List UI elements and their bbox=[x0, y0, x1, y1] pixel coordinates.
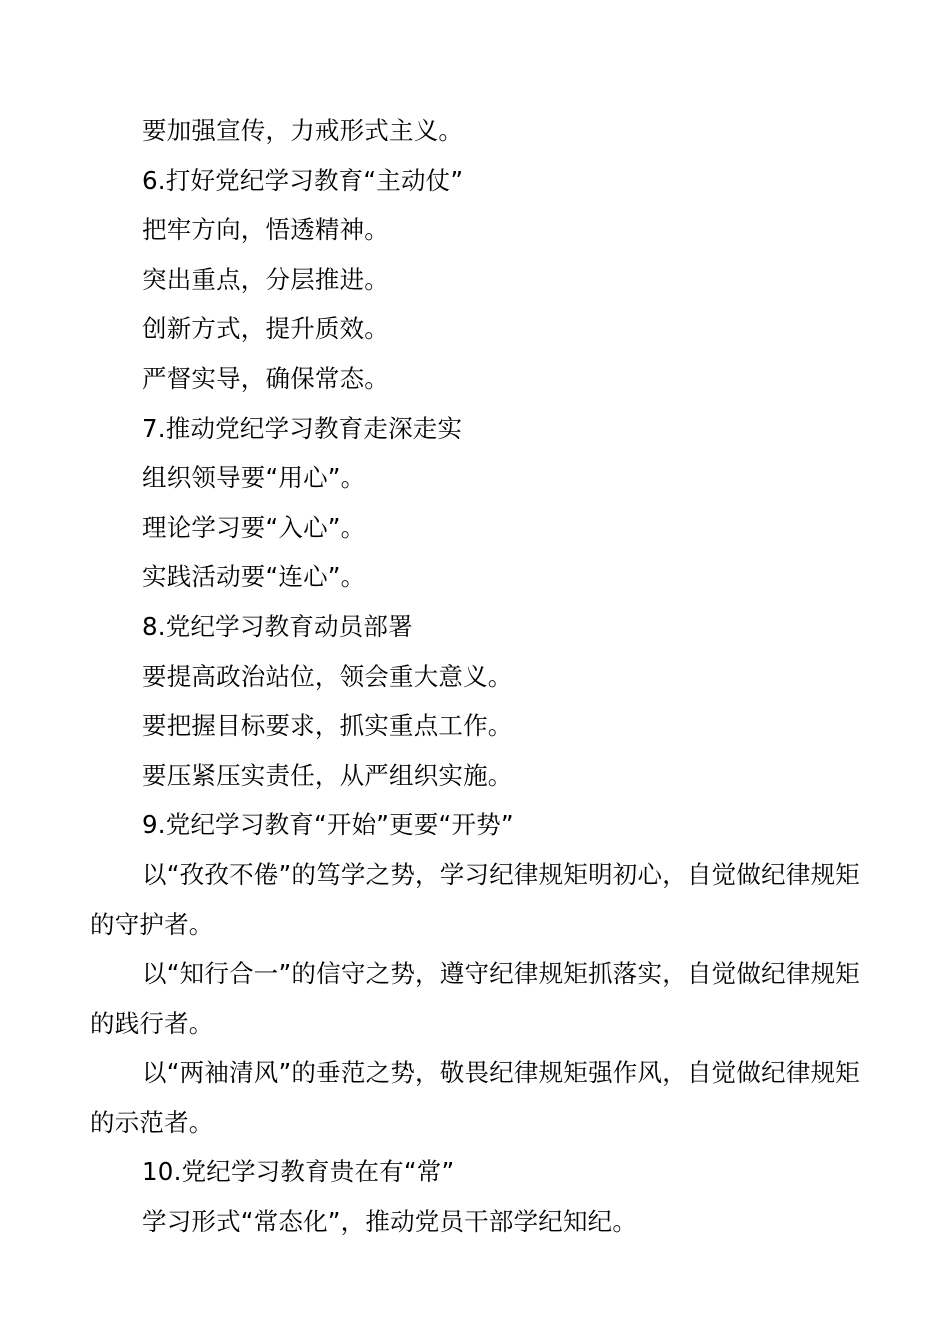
paragraph: 要压紧压实责任，从严组织实施。 bbox=[142, 760, 513, 790]
paragraph: 创新方式，提升质效。 bbox=[142, 314, 389, 344]
section-heading-6: 6.打好党纪学习教育“主动仗” bbox=[142, 165, 464, 195]
paragraph: 要提高政治站位，领会重大意义。 bbox=[142, 661, 513, 691]
paragraph: 以“知行合一”的信守之势，遵守纪律规矩抓落实，自觉做纪律规矩的践行者。 bbox=[90, 959, 860, 1038]
section-heading-7: 7.推动党纪学习教育走深走实 bbox=[142, 413, 463, 443]
section-heading-8: 8.党纪学习教育动员部署 bbox=[142, 611, 413, 641]
paragraph: 要加强宣传，力戒形式主义。 bbox=[142, 116, 464, 145]
section-heading-10: 10.党纪学习教育贵在有“常” bbox=[142, 1157, 455, 1187]
paragraph: 把牢方向，悟透精神。 bbox=[142, 215, 389, 245]
paragraph: 学习形式“常态化”，推动党员干部学纪知纪。 bbox=[142, 1207, 638, 1237]
paragraph: 组织领导要“用心”。 bbox=[142, 463, 366, 493]
paragraph: 要把握目标要求，抓实重点工作。 bbox=[142, 711, 513, 741]
paragraph: 严督实导，确保常态。 bbox=[142, 363, 389, 393]
paragraph: 实践活动要“连心”。 bbox=[142, 562, 366, 592]
paragraph: 以“两袖清风”的垂范之势，敬畏纪律规矩强作风，自觉做纪律规矩的示范者。 bbox=[90, 1058, 860, 1137]
section-heading-9: 9.党纪学习教育“开始”更要“开势” bbox=[142, 810, 514, 840]
paragraph: 理论学习要“入心”。 bbox=[142, 512, 366, 542]
paragraph: 突出重点，分层推进。 bbox=[142, 264, 389, 294]
paragraph: 以“孜孜不倦”的笃学之势，学习纪律规矩明初心，自觉做纪律规矩的守护者。 bbox=[90, 859, 860, 939]
document-body bbox=[90, 106, 860, 1247]
